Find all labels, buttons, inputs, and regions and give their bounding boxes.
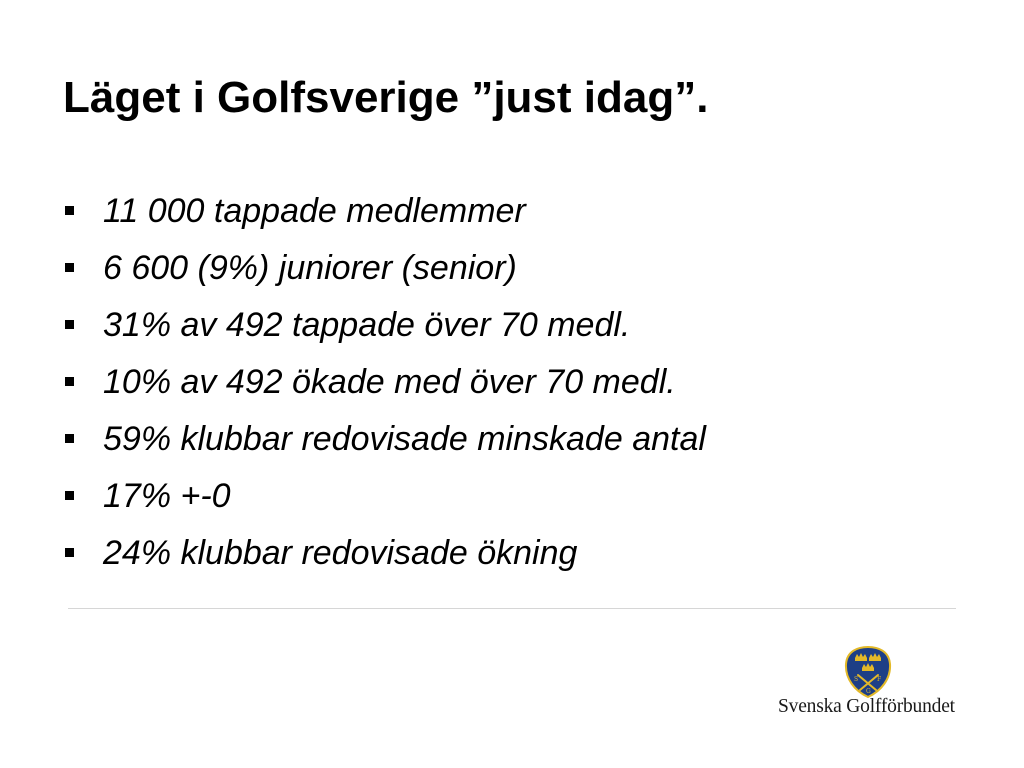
svg-text:F: F	[877, 676, 882, 683]
organization-logo	[776, 644, 960, 724]
square-bullet-icon	[65, 206, 74, 215]
slide-title: Läget i Golfsverige ”just idag”.	[63, 73, 709, 122]
bullet-text: 11 000 tappade medlemmer	[103, 192, 526, 230]
square-bullet-icon	[65, 491, 74, 500]
square-bullet-icon	[65, 377, 74, 386]
square-bullet-icon	[65, 548, 74, 557]
bullet-text: 6 600 (9%) juniorer (senior)	[103, 249, 517, 287]
square-bullet-icon	[65, 320, 74, 329]
bullet-text: 24% klubbar redovisade ökning	[103, 534, 578, 572]
footer-divider	[68, 608, 956, 609]
square-bullet-icon	[65, 263, 74, 272]
svg-text:S: S	[854, 676, 859, 683]
square-bullet-icon	[65, 434, 74, 443]
bullet-text: 17% +-0	[103, 477, 231, 515]
svg-text:G: G	[866, 688, 871, 695]
bullet-text: 10% av 492 ökade med över 70 medl.	[103, 363, 676, 401]
bullet-text: 31% av 492 tappade över 70 medl.	[103, 306, 631, 344]
logo-wordmark: Svenska Golfförbundet	[778, 696, 955, 717]
bullet-text: 59% klubbar redovisade minskade antal	[103, 420, 706, 458]
three-crowns-emblem-icon	[844, 646, 892, 698]
